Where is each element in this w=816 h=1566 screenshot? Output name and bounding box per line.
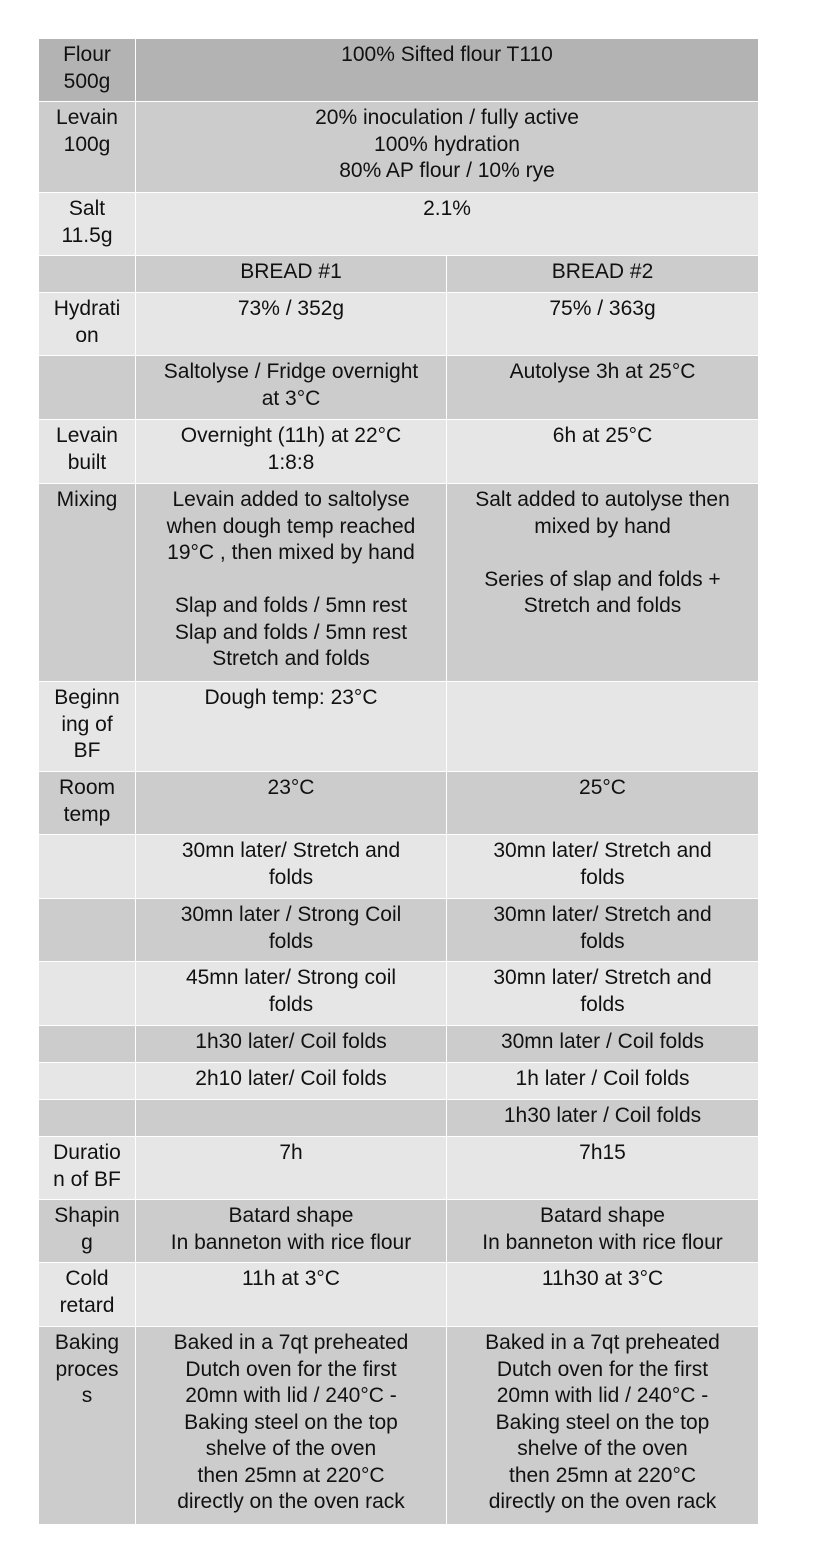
table-row <box>39 1026 759 1063</box>
bread-1-cell <box>136 1100 447 1137</box>
row-label: Baking proces s <box>39 1327 136 1525</box>
table-row <box>39 1063 759 1100</box>
row-label: Flour 500g <box>39 39 136 102</box>
row-label <box>39 356 136 420</box>
row-label: Room temp <box>39 772 136 835</box>
row-label: Hydrati on <box>39 293 136 356</box>
table-row <box>39 1200 759 1263</box>
row-label <box>39 835 136 899</box>
bread-2-cell: 1h later / Coil folds <box>447 1063 759 1100</box>
row-label <box>39 962 136 1026</box>
bread-1-cell: Saltolyse / Fridge overnight at 3°C <box>136 356 447 420</box>
row-label: Duratio n of BF <box>39 1137 136 1200</box>
bread-2-cell: 30mn later/ Stretch and folds <box>447 835 759 899</box>
bread-2-cell: Baked in a 7qt preheated Dutch oven for the first 20mn with lid / 240°C - Baking steel on the top shelve of the oven then 25mn at 220°C directly on the oven rack <box>447 1327 759 1525</box>
bread-1-cell: 11h at 3°C <box>136 1263 447 1327</box>
column-header-bread-1: BREAD #1 <box>136 256 447 293</box>
row-label: Salt 11.5g <box>39 193 136 256</box>
table-row <box>39 835 759 899</box>
bread-2-cell: 1h30 later / Coil folds <box>447 1100 759 1137</box>
column-header-bread-2: BREAD #2 <box>447 256 759 293</box>
bread-2-cell: 75% / 363g <box>447 293 759 356</box>
bread-1-cell: Baked in a 7qt preheated Dutch oven for the first 20mn with lid / 240°C - Baking steel on the top shelve of the oven then 25mn at 220°C directly on the oven rack <box>136 1327 447 1525</box>
table-row <box>39 1263 759 1327</box>
table-row <box>39 293 759 356</box>
table-row <box>39 772 759 835</box>
table-row <box>39 356 759 420</box>
bread-1-cell: Levain added to saltolyse when dough temp reached 19°C , then mixed by hand Slap and folds / 5mn rest Slap and folds / 5mn rest Stretch and folds <box>136 484 447 682</box>
bread-2-cell: 7h15 <box>447 1137 759 1200</box>
table-row <box>39 962 759 1026</box>
bread-2-cell: 25°C <box>447 772 759 835</box>
table-row-levain <box>39 102 759 193</box>
flour-value: 100% Sifted flour T110 <box>136 39 759 102</box>
bread-2-cell: 30mn later / Coil folds <box>447 1026 759 1063</box>
row-label <box>39 1026 136 1063</box>
bread-1-cell: Dough temp: 23°C <box>136 682 447 772</box>
row-label <box>39 1100 136 1137</box>
table-row-salt <box>39 193 759 256</box>
table-row <box>39 1327 759 1525</box>
bread-recipe-table <box>38 38 759 1525</box>
bread-1-cell: 7h <box>136 1137 447 1200</box>
salt-value: 2.1% <box>136 193 759 256</box>
row-label: Levain built <box>39 420 136 484</box>
bread-1-cell: Batard shape In banneton with rice flour <box>136 1200 447 1263</box>
bread-2-cell: 30mn later/ Stretch and folds <box>447 899 759 962</box>
bread-1-cell: 73% / 352g <box>136 293 447 356</box>
table-row <box>39 484 759 682</box>
table-row <box>39 1100 759 1137</box>
row-label: Levain 100g <box>39 102 136 193</box>
bread-2-cell: Salt added to autolyse then mixed by hand Series of slap and folds + Stretch and folds <box>447 484 759 682</box>
bread-1-cell: 30mn later / Strong Coil folds <box>136 899 447 962</box>
bread-1-cell: 45mn later/ Strong coil folds <box>136 962 447 1026</box>
bread-2-cell: 11h30 at 3°C <box>447 1263 759 1327</box>
row-label: Cold retard <box>39 1263 136 1327</box>
bread-1-cell: 1h30 later/ Coil folds <box>136 1026 447 1063</box>
row-label <box>39 899 136 962</box>
row-label: Mixing <box>39 484 136 682</box>
bread-1-cell: 23°C <box>136 772 447 835</box>
bread-2-cell: 6h at 25°C <box>447 420 759 484</box>
table-row <box>39 682 759 772</box>
bread-2-cell: Batard shape In banneton with rice flour <box>447 1200 759 1263</box>
row-label <box>39 1063 136 1100</box>
table-row-flour <box>39 39 759 102</box>
bread-1-cell: 30mn later/ Stretch and folds <box>136 835 447 899</box>
bread-2-cell: Autolyse 3h at 25°C <box>447 356 759 420</box>
bread-1-cell: Overnight (11h) at 22°C 1:8:8 <box>136 420 447 484</box>
table-row <box>39 899 759 962</box>
bread-1-cell: 2h10 later/ Coil folds <box>136 1063 447 1100</box>
row-label: Shapin g <box>39 1200 136 1263</box>
levain-value: 20% inoculation / fully active 100% hydration 80% AP flour / 10% rye <box>136 102 759 193</box>
bread-2-cell: 30mn later/ Stretch and folds <box>447 962 759 1026</box>
column-header-row <box>39 256 759 293</box>
empty-header-cell <box>39 256 136 293</box>
table-row <box>39 1137 759 1200</box>
table-row <box>39 420 759 484</box>
row-label: Beginn ing of BF <box>39 682 136 772</box>
bread-2-cell <box>447 682 759 772</box>
